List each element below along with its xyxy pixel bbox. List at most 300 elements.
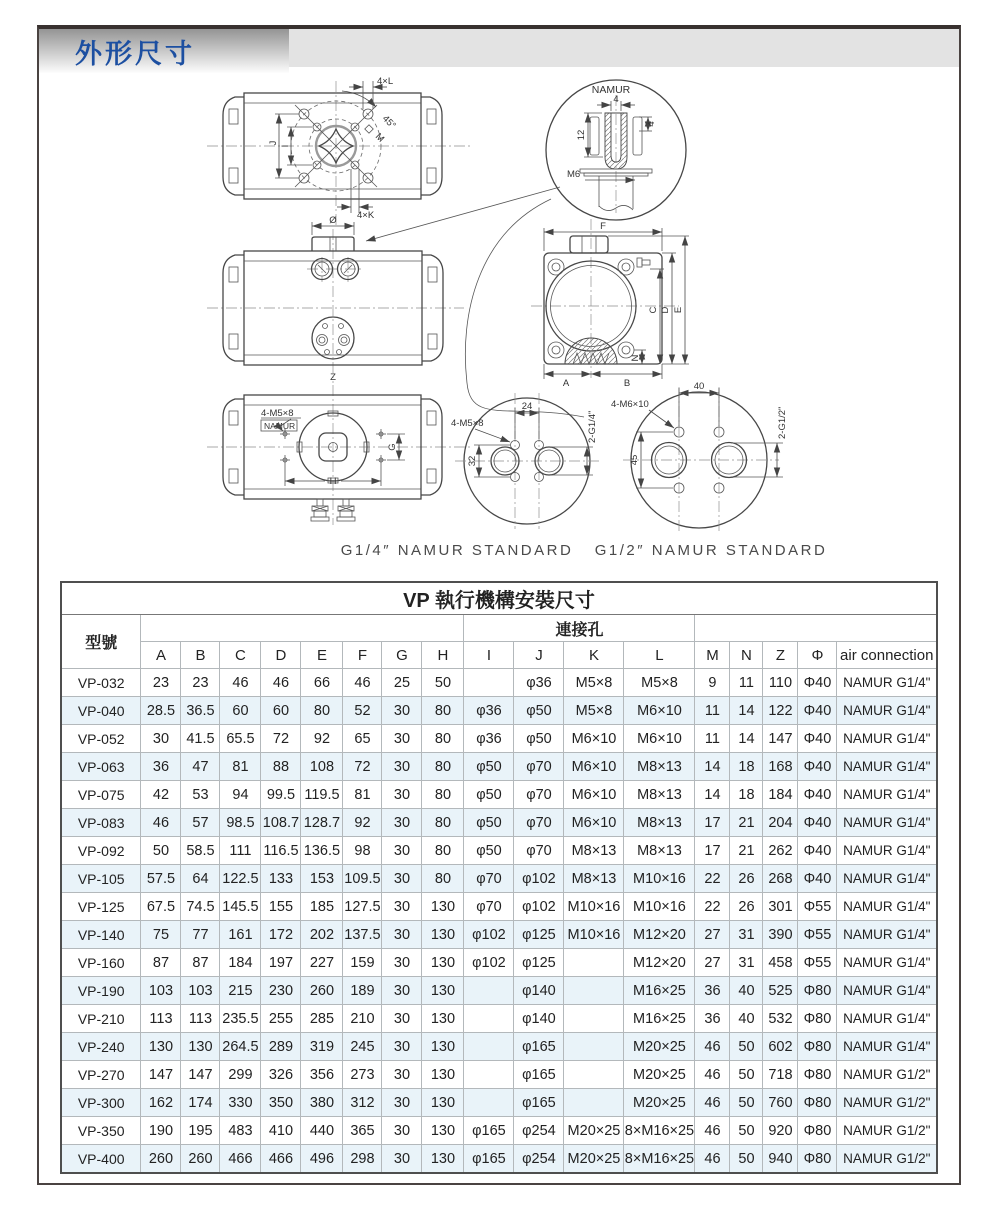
value-cell: 98 (343, 837, 382, 865)
model-cell: VP-075 (61, 781, 141, 809)
table-row (61, 1061, 937, 1089)
value-cell: φ70 (514, 781, 564, 809)
value-cell: 133 (261, 865, 301, 893)
value-cell: 30 (382, 865, 422, 893)
value-cell: φ50 (514, 697, 564, 725)
value-cell: 137.5 (343, 921, 382, 949)
value-cell: 496 (301, 1145, 343, 1174)
value-cell: Φ80 (798, 1033, 837, 1061)
value-cell: 98.5 (220, 809, 261, 837)
column-header: B (181, 642, 220, 669)
value-cell: 350 (261, 1089, 301, 1117)
value-cell: 80 (422, 781, 464, 809)
caption-g14-namur: G1/4″ NAMUR STANDARD (340, 542, 574, 559)
value-cell: 330 (220, 1089, 261, 1117)
dim-label-f: F (600, 221, 606, 232)
top-view-drawing (207, 76, 471, 225)
value-cell: NAMUR G1/2" (837, 1145, 937, 1174)
value-cell: 60 (261, 697, 301, 725)
value-cell: φ254 (514, 1145, 564, 1174)
model-cell: VP-052 (61, 725, 141, 753)
value-cell: 30 (382, 697, 422, 725)
value-cell: 153 (301, 865, 343, 893)
value-cell: 260 (301, 977, 343, 1005)
page-frame (37, 25, 961, 1185)
value-cell: 88 (261, 753, 301, 781)
value-cell: 113 (141, 1005, 181, 1033)
value-cell: 483 (220, 1117, 261, 1145)
value-cell: φ50 (514, 725, 564, 753)
value-cell: Φ80 (798, 1061, 837, 1089)
value-cell: 299 (220, 1061, 261, 1089)
value-cell: 74.5 (181, 893, 220, 921)
value-cell: φ140 (514, 1005, 564, 1033)
value-cell: NAMUR G1/4" (837, 865, 937, 893)
column-header: L (624, 642, 695, 669)
dim-label-c: C (648, 306, 659, 314)
value-cell: Φ80 (798, 1117, 837, 1145)
value-cell: 174 (181, 1089, 220, 1117)
value-cell: M16×25 (624, 977, 695, 1005)
column-header: C (220, 642, 261, 669)
value-cell: 46 (141, 809, 181, 837)
value-cell: φ102 (464, 921, 514, 949)
dim-label-m6: M6 (567, 169, 581, 180)
value-cell: 46 (220, 669, 261, 697)
value-cell: M5×8 (624, 669, 695, 697)
namur-detail-drawing (366, 80, 686, 417)
value-cell: 127.5 (343, 893, 382, 921)
value-cell: 80 (422, 837, 464, 865)
value-cell: 760 (763, 1089, 798, 1117)
value-cell: φ102 (514, 865, 564, 893)
flange-g12-port-label: 2-G1/2" (777, 406, 788, 439)
table-row (61, 1117, 937, 1145)
value-cell: 14 (695, 753, 730, 781)
value-cell: 30 (382, 837, 422, 865)
value-cell: 47 (181, 753, 220, 781)
dim-label-port-dia: Ø (329, 215, 337, 226)
value-cell: 50 (422, 669, 464, 697)
value-cell: 67.5 (141, 893, 181, 921)
value-cell: M20×25 (564, 1117, 624, 1145)
value-cell: 130 (181, 1033, 220, 1061)
value-cell (564, 1005, 624, 1033)
value-cell: 87 (181, 949, 220, 977)
model-cell: VP-190 (61, 977, 141, 1005)
value-cell: Φ40 (798, 697, 837, 725)
value-cell: 36 (695, 1005, 730, 1033)
value-cell: 162 (141, 1089, 181, 1117)
value-cell: Φ80 (798, 977, 837, 1005)
value-cell: 21 (730, 837, 763, 865)
value-cell: Φ40 (798, 753, 837, 781)
value-cell: 41.5 (181, 725, 220, 753)
value-cell (564, 1061, 624, 1089)
value-cell: 66 (301, 669, 343, 697)
column-header: air connection (837, 642, 937, 669)
column-header: J (514, 642, 564, 669)
table-row (61, 753, 937, 781)
value-cell: 75 (141, 921, 181, 949)
value-cell (464, 1005, 514, 1033)
value-cell: 130 (422, 1033, 464, 1061)
value-cell: M10×16 (564, 921, 624, 949)
value-cell: 30 (382, 809, 422, 837)
value-cell: 147 (141, 1061, 181, 1089)
value-cell: 365 (343, 1117, 382, 1145)
value-cell: 108.7 (261, 809, 301, 837)
value-cell: 380 (301, 1089, 343, 1117)
model-cell: VP-063 (61, 753, 141, 781)
value-cell: NAMUR G1/4" (837, 669, 937, 697)
value-cell: 26 (730, 865, 763, 893)
value-cell: 14 (695, 781, 730, 809)
header-band-fill (289, 29, 959, 67)
value-cell: 235.5 (220, 1005, 261, 1033)
column-header: Φ (798, 642, 837, 669)
table-title: VP 執行機構安裝尺寸 (61, 582, 937, 615)
flange-g14-port-label: 2-G1/4" (587, 410, 598, 443)
value-cell: 230 (261, 977, 301, 1005)
value-cell: 50 (730, 1089, 763, 1117)
value-cell: 119.5 (301, 781, 343, 809)
table-row (61, 977, 937, 1005)
value-cell: 718 (763, 1061, 798, 1089)
end-view-drawing (531, 219, 689, 389)
value-cell: M5×8 (564, 669, 624, 697)
model-cell: VP-300 (61, 1089, 141, 1117)
value-cell: 189 (343, 977, 382, 1005)
dim-label-h: H (329, 476, 337, 487)
value-cell (564, 977, 624, 1005)
value-cell: 130 (422, 921, 464, 949)
value-cell: 410 (261, 1117, 301, 1145)
value-cell: 36 (695, 977, 730, 1005)
table-title-row (61, 582, 937, 615)
value-cell: NAMUR G1/4" (837, 893, 937, 921)
value-cell: 17 (695, 809, 730, 837)
value-cell: M8×13 (564, 865, 624, 893)
column-header: A (141, 642, 181, 669)
value-cell: φ140 (514, 977, 564, 1005)
value-cell: 50 (730, 1033, 763, 1061)
value-cell: 273 (343, 1061, 382, 1089)
value-cell: φ50 (464, 753, 514, 781)
value-cell: φ70 (464, 893, 514, 921)
value-cell: 260 (141, 1145, 181, 1174)
value-cell: 184 (763, 781, 798, 809)
bottom-view-bolt-label: 4-M5×8 (261, 408, 294, 419)
value-cell: 50 (141, 837, 181, 865)
value-cell: 57 (181, 809, 220, 837)
value-cell: NAMUR G1/4" (837, 697, 937, 725)
value-cell: 25 (382, 669, 422, 697)
value-cell: M6×10 (564, 809, 624, 837)
value-cell (464, 669, 514, 697)
value-cell: φ70 (464, 865, 514, 893)
column-header: Z (763, 642, 798, 669)
value-cell: 65.5 (220, 725, 261, 753)
value-cell: 17 (695, 837, 730, 865)
table-row (61, 781, 937, 809)
value-cell: NAMUR G1/2" (837, 1117, 937, 1145)
value-cell: 145.5 (220, 893, 261, 921)
value-cell: 28.5 (141, 697, 181, 725)
value-cell: Φ40 (798, 865, 837, 893)
value-cell: 940 (763, 1145, 798, 1174)
value-cell: 264.5 (220, 1033, 261, 1061)
value-cell: 109.5 (343, 865, 382, 893)
value-cell: 18 (730, 753, 763, 781)
value-cell: φ165 (514, 1061, 564, 1089)
table-row (61, 837, 937, 865)
value-cell: 301 (763, 893, 798, 921)
value-cell: 80 (422, 809, 464, 837)
value-cell: 30 (382, 1117, 422, 1145)
value-cell: 30 (382, 1005, 422, 1033)
value-cell (564, 949, 624, 977)
value-cell: 312 (343, 1089, 382, 1117)
value-cell: 46 (695, 1117, 730, 1145)
model-cell: VP-083 (61, 809, 141, 837)
value-cell (464, 977, 514, 1005)
column-header: I (464, 642, 514, 669)
dim-label-d: D (660, 306, 671, 314)
value-cell: 50 (730, 1117, 763, 1145)
value-cell: 40 (730, 1005, 763, 1033)
dim-label-z: Z (330, 372, 336, 383)
caption-g12-namur: G1/2″ NAMUR STANDARD (594, 542, 828, 559)
value-cell: 30 (382, 725, 422, 753)
value-cell: M8×13 (624, 809, 695, 837)
value-cell: φ70 (514, 753, 564, 781)
value-cell: Φ40 (798, 669, 837, 697)
flange-g14-bolt-label: 4-M5×8 (451, 418, 484, 429)
value-cell: 21 (730, 809, 763, 837)
value-cell: φ125 (514, 949, 564, 977)
column-header: F (343, 642, 382, 669)
value-cell: M6×10 (564, 781, 624, 809)
value-cell (564, 1033, 624, 1061)
dim-label-b: B (623, 378, 631, 389)
value-cell: 440 (301, 1117, 343, 1145)
value-cell: 65 (343, 725, 382, 753)
value-cell: φ254 (514, 1117, 564, 1145)
value-cell: 197 (261, 949, 301, 977)
value-cell: 215 (220, 977, 261, 1005)
value-cell: 130 (422, 977, 464, 1005)
value-cell: 80 (422, 865, 464, 893)
value-cell: φ165 (464, 1117, 514, 1145)
model-cell: VP-270 (61, 1061, 141, 1089)
value-cell: Φ40 (798, 837, 837, 865)
value-cell: M8×13 (624, 837, 695, 865)
model-cell: VP-400 (61, 1145, 141, 1174)
table-row (61, 893, 937, 921)
column-header: G (382, 642, 422, 669)
value-cell: φ102 (514, 893, 564, 921)
value-cell: 130 (422, 949, 464, 977)
table-body (61, 669, 937, 1174)
value-cell: 46 (695, 1145, 730, 1174)
value-cell: 99.5 (261, 781, 301, 809)
value-cell: 81 (343, 781, 382, 809)
value-cell: 30 (382, 893, 422, 921)
value-cell: φ50 (464, 781, 514, 809)
value-cell: 204 (763, 809, 798, 837)
value-cell: 77 (181, 921, 220, 949)
value-cell: 30 (382, 1061, 422, 1089)
value-cell: 27 (695, 921, 730, 949)
value-cell: M8×13 (564, 837, 624, 865)
table-row (61, 949, 937, 977)
value-cell: 147 (181, 1061, 220, 1089)
table-row (61, 1033, 937, 1061)
value-cell: 390 (763, 921, 798, 949)
value-cell: 92 (301, 725, 343, 753)
value-cell: 466 (261, 1145, 301, 1174)
value-cell: 122 (763, 697, 798, 725)
column-header: N (730, 642, 763, 669)
value-cell: Φ80 (798, 1145, 837, 1174)
column-header: E (301, 642, 343, 669)
dim-label-32: 32 (467, 455, 478, 467)
value-cell: NAMUR G1/4" (837, 809, 937, 837)
model-cell: VP-240 (61, 1033, 141, 1061)
value-cell: 30 (382, 1033, 422, 1061)
value-cell: 80 (422, 753, 464, 781)
value-cell: 50 (730, 1061, 763, 1089)
value-cell: 245 (343, 1033, 382, 1061)
value-cell: 130 (422, 1005, 464, 1033)
dim-label-slot-width: 4 (613, 94, 619, 105)
value-cell: 50 (730, 1145, 763, 1174)
value-cell: φ165 (514, 1089, 564, 1117)
dimension-drawings (39, 73, 959, 575)
value-cell: 8×M16×25 (624, 1117, 695, 1145)
value-cell: Φ55 (798, 921, 837, 949)
value-cell: φ36 (464, 725, 514, 753)
flange-g12-drawing (611, 381, 788, 533)
value-cell: Φ40 (798, 809, 837, 837)
value-cell: φ165 (464, 1145, 514, 1174)
value-cell: 94 (220, 781, 261, 809)
table-row (61, 725, 937, 753)
table-row (61, 697, 937, 725)
value-cell: 108 (301, 753, 343, 781)
value-cell: NAMUR G1/2" (837, 1061, 937, 1089)
value-cell: 458 (763, 949, 798, 977)
value-cell: 30 (382, 781, 422, 809)
value-cell (464, 1033, 514, 1061)
bottom-view-namur-label: NAMUR (264, 421, 296, 431)
value-cell: 195 (181, 1117, 220, 1145)
value-cell: 103 (181, 977, 220, 1005)
dimension-table (60, 581, 938, 1174)
value-cell: Φ80 (798, 1005, 837, 1033)
value-cell: 46 (695, 1061, 730, 1089)
value-cell: M6×10 (564, 725, 624, 753)
value-cell: 23 (181, 669, 220, 697)
value-cell: M20×25 (624, 1061, 695, 1089)
value-cell: Φ55 (798, 949, 837, 977)
dim-label-40: 40 (693, 381, 705, 392)
value-cell: 31 (730, 921, 763, 949)
value-cell: M8×13 (624, 781, 695, 809)
model-cell: VP-210 (61, 1005, 141, 1033)
table-row (61, 669, 937, 697)
value-cell: Φ80 (798, 1089, 837, 1117)
dim-label-4xK: 4×K (357, 210, 375, 221)
value-cell: 57.5 (141, 865, 181, 893)
page-title: 外形尺寸 (75, 38, 195, 69)
table-group-header-row (61, 615, 937, 642)
dim-label-rib: 4 (646, 121, 657, 127)
dim-label-e: E (673, 306, 684, 314)
value-cell: 52 (343, 697, 382, 725)
value-cell: 22 (695, 893, 730, 921)
value-cell: 356 (301, 1061, 343, 1089)
column-header: M (695, 642, 730, 669)
value-cell: 9 (695, 669, 730, 697)
bottom-view-drawing (207, 385, 471, 525)
value-cell: 42 (141, 781, 181, 809)
model-cell: VP-125 (61, 893, 141, 921)
value-cell: NAMUR G1/4" (837, 1033, 937, 1061)
value-cell: 64 (181, 865, 220, 893)
value-cell: 159 (343, 949, 382, 977)
dim-label-4xL: 4×L (377, 76, 394, 87)
front-view-drawing (207, 215, 464, 383)
value-cell: 920 (763, 1117, 798, 1145)
table-row (61, 1005, 937, 1033)
value-cell: 285 (301, 1005, 343, 1033)
value-cell: 155 (261, 893, 301, 921)
namur-detail-title: NAMUR (591, 84, 631, 96)
value-cell: 130 (422, 1145, 464, 1174)
value-cell: 11 (730, 669, 763, 697)
value-cell: 14 (730, 725, 763, 753)
value-cell: 11 (695, 725, 730, 753)
model-cell: VP-092 (61, 837, 141, 865)
value-cell: M10×16 (564, 893, 624, 921)
value-cell: 40 (730, 977, 763, 1005)
value-cell: 80 (422, 725, 464, 753)
value-cell: 130 (422, 1117, 464, 1145)
value-cell: 31 (730, 949, 763, 977)
dim-label-24: 24 (521, 401, 533, 412)
value-cell: 525 (763, 977, 798, 1005)
value-cell: 80 (301, 697, 343, 725)
model-cell: VP-105 (61, 865, 141, 893)
value-cell: 111 (220, 837, 261, 865)
value-cell: 255 (261, 1005, 301, 1033)
value-cell: 130 (141, 1033, 181, 1061)
value-cell: 30 (382, 921, 422, 949)
value-cell: 11 (695, 697, 730, 725)
column-header: D (261, 642, 301, 669)
model-cell: VP-140 (61, 921, 141, 949)
value-cell: M6×10 (564, 753, 624, 781)
dim-label-a: A (562, 378, 570, 389)
header-spacer-left (141, 615, 464, 642)
value-cell: 58.5 (181, 837, 220, 865)
value-cell: 46 (695, 1089, 730, 1117)
value-cell: NAMUR G1/4" (837, 1005, 937, 1033)
value-cell: 81 (220, 753, 261, 781)
value-cell: NAMUR G1/4" (837, 725, 937, 753)
